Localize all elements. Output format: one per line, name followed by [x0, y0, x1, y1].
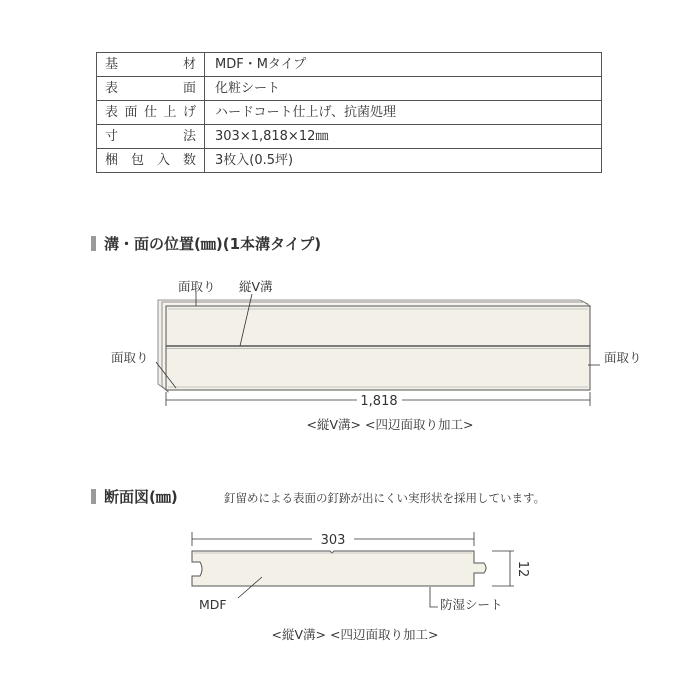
groove-caption: <縦V溝> <四辺面取り加工> — [306, 417, 474, 432]
cross-section-note: 釘留めによる表面の釘跡が出にくい実形状を採用しています。 — [224, 491, 546, 505]
dimension-width: 303 — [320, 533, 346, 548]
label-chamfer-right: 面取り — [604, 350, 642, 365]
board-profile — [192, 551, 486, 586]
spec-key: 表面 — [97, 77, 205, 101]
spec-value: ハードコート仕上げ、抗菌処理 — [205, 101, 602, 125]
spec-key: 寸法 — [97, 125, 205, 149]
spec-value: 化粧シート — [205, 77, 602, 101]
spec-key: 梱包入数 — [97, 149, 205, 173]
groove-section-title-text: 溝・面の位置(㎜)(1本溝タイプ) — [104, 235, 322, 253]
label-chamfer-top: 面取り — [178, 279, 216, 294]
spec-value: 303×1,818×12㎜ — [205, 125, 602, 149]
dimension-thickness: 12 — [515, 560, 530, 578]
cross-caption: <縦V溝> <四辺面取り加工> — [271, 627, 439, 642]
plank-plan-view — [111, 279, 642, 432]
label-core: MDF — [199, 597, 227, 612]
label-sheet: 防湿シート — [440, 597, 503, 612]
spec-key: 基材 — [97, 53, 205, 77]
spec-value: MDF・Mタイプ — [205, 53, 602, 77]
dimension-length: 1,818 — [360, 394, 398, 409]
spec-key: 表面仕上げ — [97, 101, 205, 125]
label-vgroove: 縦V溝 — [239, 279, 273, 294]
cross-section-title-text: 断面図(㎜) — [104, 488, 178, 506]
label-chamfer-left: 面取り — [111, 350, 149, 365]
cross-section-view — [192, 532, 530, 642]
main-plank — [166, 306, 590, 390]
spec-value: 3枚入(0.5坪) — [205, 149, 602, 173]
leader-sheet — [430, 587, 438, 607]
